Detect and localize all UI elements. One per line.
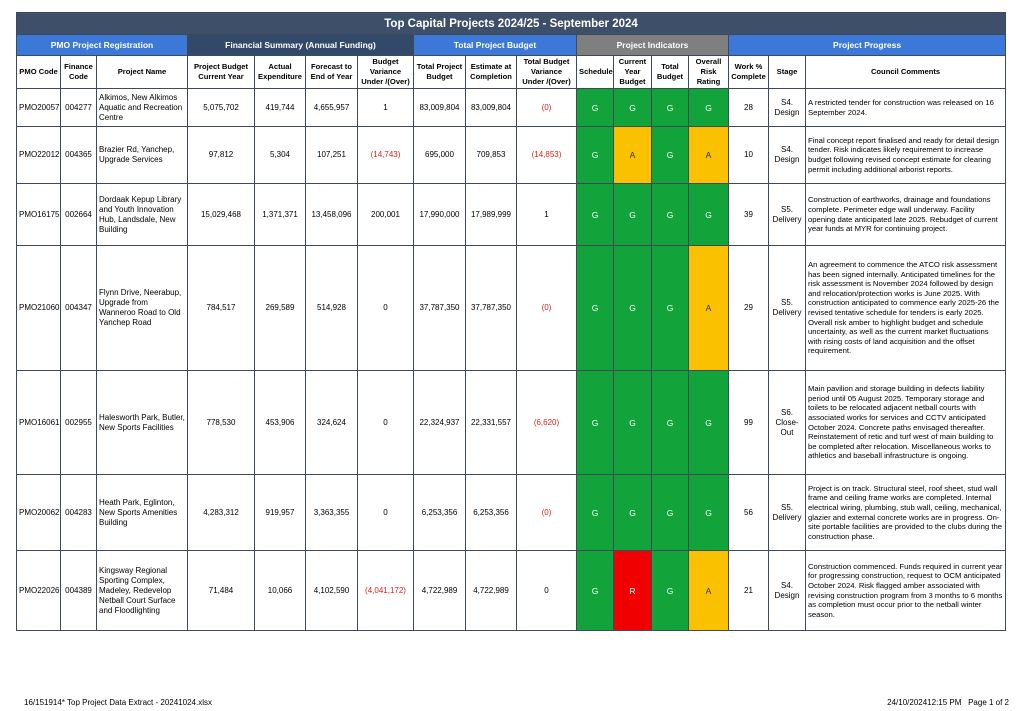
stage: S5. Delivery [769,184,806,246]
total-budget: 6,253,356 [414,475,466,551]
project-name: Brazier Rd, Yanchep, Upgrade Services [97,127,188,184]
group-registration: PMO Project Registration [17,35,188,56]
total-budget-indicator: G [652,246,689,371]
col-variance: Budget Variance Under /(Over) [358,56,414,89]
schedule-indicator: G [577,371,614,475]
estimate: 709,853 [466,127,517,184]
work-complete: 29 [729,246,769,371]
col-estimate: Estimate at Completion [466,56,517,89]
overall-risk-indicator: G [689,89,729,127]
col-comments: Council Comments [806,56,1006,89]
budget-current: 97,812 [188,127,255,184]
pmo-code: PMO16175 [17,184,61,246]
total-variance: (0) [517,246,577,371]
finance-code: 002955 [61,371,97,475]
overall-risk-indicator: A [689,551,729,631]
total-budget-indicator: G [652,475,689,551]
pmo-code: PMO21060 [17,246,61,371]
table-row [17,89,1006,127]
estimate: 4,722,989 [466,551,517,631]
actual-expenditure: 919,957 [255,475,306,551]
estimate: 22,331,557 [466,371,517,475]
project-name: Halesworth Park, Butler, New Sports Facilities [97,371,188,475]
table-row [17,246,1006,371]
col-work-complete: Work % Complete [729,56,769,89]
col-schedule: Schedule [577,56,614,89]
overall-risk-indicator: G [689,184,729,246]
col-current-year-budget: Current Year Budget [614,56,652,89]
pmo-code: PMO20057 [17,89,61,127]
footer-date-page [887,698,1009,707]
total-budget-indicator: G [652,371,689,475]
forecast: 13,458,096 [306,184,358,246]
work-complete: 99 [729,371,769,475]
council-comment: Construction commenced. Funds required in current year for progressing construction, request to OCM anticipated October 2024. Risk flagged amber associated with revising construction program from 3 months to 6 months as completion must occur prior to the netball winter season. [806,551,1006,631]
group-total-budget: Total Project Budget [414,35,577,56]
group-financial: Financial Summary (Annual Funding) [188,35,414,56]
stage: S4. Design [769,89,806,127]
schedule-indicator: G [577,551,614,631]
variance: 1 [358,89,414,127]
council-comment: An agreement to commence the ATCO risk assessment has been signed internally. Anticipated timelines for the risk assessment is November 2024 followed by design and relocation/protection works is June 2025. With construction anticipated to commence early 2025-26 the revised tentative schedule for tenders is early 2025. Overall risk amber to highlight budget and schedule uncertainty, as well as the current market fluctuations with rising costs of land acquisition and the offset requirement. [806,246,1006,371]
overall-risk-indicator: A [689,127,729,184]
current-year-budget-indicator: G [614,246,652,371]
council-comment: Project is on track. Structural steel, roof sheet, stud wall frame and ceiling frame works are completed. Internal electrical wiring, plumbing, stub wall, ceiling, mechanical, glazier and external concrete works are in progress. On-site portable facilities are provided to the clubs during the construction phase. [806,475,1006,551]
total-budget: 22,324,937 [414,371,466,475]
forecast: 3,363,355 [306,475,358,551]
current-year-budget-indicator: G [614,184,652,246]
total-variance: (0) [517,89,577,127]
pmo-code: PMO20062 [17,475,61,551]
group-indicators: Project Indicators [577,35,729,56]
forecast: 514,928 [306,246,358,371]
current-year-budget-indicator: G [614,475,652,551]
forecast: 4,102,590 [306,551,358,631]
stage: S4. Design [769,127,806,184]
total-budget-indicator: G [652,127,689,184]
budget-current: 15,029,468 [188,184,255,246]
total-budget: 17,990,000 [414,184,466,246]
variance: 200,001 [358,184,414,246]
total-budget: 37,787,350 [414,246,466,371]
budget-current: 4,283,312 [188,475,255,551]
stage: S5. Delivery [769,246,806,371]
current-year-budget-indicator: G [614,89,652,127]
work-complete: 28 [729,89,769,127]
col-forecast: Forecast to End of Year [306,56,358,89]
total-variance: (0) [517,475,577,551]
total-variance: (6,620) [517,371,577,475]
col-overall-risk: Overall Risk Rating [689,56,729,89]
project-name: Heath Park, Eglinton, New Sports Amenities Building [97,475,188,551]
estimate: 6,253,356 [466,475,517,551]
schedule-indicator: G [577,246,614,371]
forecast: 107,251 [306,127,358,184]
current-year-budget-indicator: G [614,371,652,475]
budget-current: 778,530 [188,371,255,475]
work-complete: 39 [729,184,769,246]
finance-code: 004365 [61,127,97,184]
total-variance: 1 [517,184,577,246]
finance-code: 002664 [61,184,97,246]
table-row [17,551,1006,631]
budget-current: 5,075,702 [188,89,255,127]
actual-expenditure: 453,906 [255,371,306,475]
finance-code: 004389 [61,551,97,631]
total-variance: 0 [517,551,577,631]
group-progress: Project Progress [729,35,1006,56]
stage: S4. Design [769,551,806,631]
actual-expenditure: 5,304 [255,127,306,184]
variance: 0 [358,246,414,371]
overall-risk-indicator: A [689,246,729,371]
table-row [17,127,1006,184]
actual-expenditure: 419,744 [255,89,306,127]
stage: S5. Delivery [769,475,806,551]
variance: 0 [358,371,414,475]
variance: (14,743) [358,127,414,184]
pmo-code: PMO16061 [17,371,61,475]
schedule-indicator: G [577,89,614,127]
col-stage: Stage [769,56,806,89]
stage: S6. Close-Out [769,371,806,475]
total-budget-indicator: G [652,184,689,246]
variance: (4,041,172) [358,551,414,631]
pmo-code: PMO22012 [17,127,61,184]
total-budget-indicator: G [652,89,689,127]
estimate: 37,787,350 [466,246,517,371]
budget-current: 784,517 [188,246,255,371]
overall-risk-indicator: G [689,475,729,551]
finance-code: 004277 [61,89,97,127]
forecast: 324,624 [306,371,358,475]
project-name: Kingsway Regional Sporting Complex, Madeley, Redevelop Netball Court Surface and Floodlighting [97,551,188,631]
footer-page: Page 1 of 2 [968,698,1009,707]
report-title: Top Capital Projects 2024/25 - September 2024 [17,13,1006,35]
schedule-indicator: G [577,184,614,246]
variance: 0 [358,475,414,551]
col-actual-expenditure: Actual Expenditure [255,56,306,89]
total-budget-indicator: G [652,551,689,631]
forecast: 4,655,957 [306,89,358,127]
col-budget-current: Project Budget Current Year [188,56,255,89]
col-total-budget-indicator: Total Budget [652,56,689,89]
estimate: 83,009,804 [466,89,517,127]
table-row [17,371,1006,475]
actual-expenditure: 269,589 [255,246,306,371]
work-complete: 10 [729,127,769,184]
budget-current: 71,484 [188,551,255,631]
table-row [17,475,1006,551]
col-finance-code: Finance Code [61,56,97,89]
work-complete: 56 [729,475,769,551]
council-comment: Construction of earthworks, drainage and foundations complete. Perimeter edge wall underway. Facility opening date anticipated late 2025. Rebudget of current year funds at MYR for continuing project. [806,184,1006,246]
council-comment: Main pavilion and storage building in defects liability period until 05 August 2025. Temporary storage and toilets to be relocated adjacent netball courts with associated works for services and CCTV anticipated October 2024. Concrete paths envisaged thereafter. Reinstatement of retic and turf west of main building to be completed after relocation. Miscellaneous works to athletics and baseball infrastructure is ongoing. [806,371,1006,475]
work-complete: 21 [729,551,769,631]
finance-code: 004283 [61,475,97,551]
project-name: Dordaak Kepup Library and Youth Innovation Hub, Landsdale, New Building [97,184,188,246]
project-name: Flynn Drive, Neerabup, Upgrade from Wanneroo Road to Old Yanchep Road [97,246,188,371]
actual-expenditure: 10,066 [255,551,306,631]
estimate: 17,989,999 [466,184,517,246]
finance-code: 004347 [61,246,97,371]
col-total-variance: Total Budget Variance Under /(Over) [517,56,577,89]
capital-projects-table [16,12,1006,631]
footer-file-name: 16/151914* Top Project Data Extract - 20241024.xlsx [24,698,212,707]
current-year-budget-indicator: A [614,127,652,184]
footer-datetime: 24/10/202412:15 PM [887,698,962,707]
total-budget: 83,009,804 [414,89,466,127]
schedule-indicator: G [577,127,614,184]
col-pmo-code: PMO Code [17,56,61,89]
table-row [17,184,1006,246]
total-budget: 695,000 [414,127,466,184]
council-comment: Final concept report finalised and ready for detail design tender. Risk indicates likely requirement to increase budget following revised concept estimate for clearing permit including additional arborist reports. [806,127,1006,184]
council-comment: A restricted tender for construction was released on 16 September 2024. [806,89,1006,127]
actual-expenditure: 1,371,371 [255,184,306,246]
current-year-budget-indicator: R [614,551,652,631]
overall-risk-indicator: G [689,371,729,475]
total-budget: 4,722,989 [414,551,466,631]
col-project-name: Project Name [97,56,188,89]
project-name: Alkimos, New Alkimos Aquatic and Recreation Centre [97,89,188,127]
total-variance: (14,853) [517,127,577,184]
pmo-code: PMO22026 [17,551,61,631]
col-total-budget: Total Project Budget [414,56,466,89]
schedule-indicator: G [577,475,614,551]
